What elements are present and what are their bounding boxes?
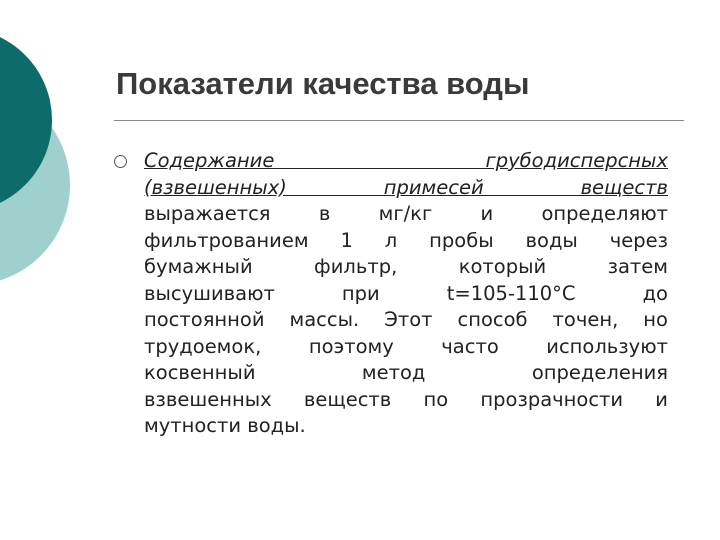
paragraph-line (144, 360, 668, 387)
paragraph-line (144, 387, 668, 414)
paragraph-line (144, 281, 668, 308)
text-run: трудоемок, поэтому часто используют (144, 334, 668, 358)
emphasized-term: Содержание (144, 149, 486, 172)
bullet-paragraph (144, 148, 668, 440)
emphasized-term: примесей (383, 175, 581, 199)
text-run: бумажный фильтр, который затем (144, 255, 668, 278)
paragraph-line (144, 228, 668, 255)
decorative-circles (0, 0, 120, 300)
paragraph-line (144, 413, 668, 440)
paragraph-line (144, 307, 668, 334)
bullet-icon (114, 155, 127, 168)
emphasized-term: (взвешенных) (144, 175, 384, 199)
paragraph-line (144, 334, 668, 361)
text-run: мутности воды. (144, 414, 306, 437)
text-run: фильтрованием 1 л пробы воды через (144, 228, 668, 252)
emphasized-term: грубодисперсных (485, 149, 668, 172)
paragraph-line (144, 175, 668, 202)
text-run: взвешенных веществ по прозрачности и (144, 387, 668, 411)
emphasized-term: веществ (580, 175, 668, 199)
text-run: косвенный метод определения (144, 361, 668, 384)
title-divider (114, 120, 684, 121)
slide-title: Показатели качества воды (116, 66, 530, 101)
text-run: высушивают при t=105-110°С до (144, 281, 668, 305)
text-run: выражается в мг/кг и определяют (144, 202, 668, 225)
paragraph-line (144, 201, 668, 228)
paragraph-line (144, 254, 668, 281)
paragraph-line (144, 148, 668, 175)
text-run: постоянной массы. Этот способ точен, но (144, 308, 668, 331)
